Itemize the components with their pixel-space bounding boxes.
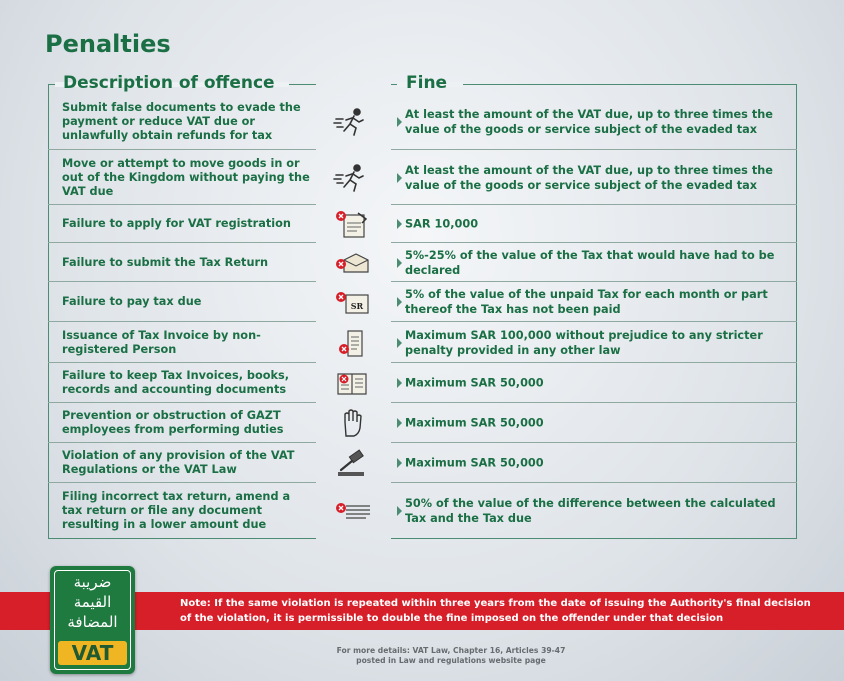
vat-logo [50, 566, 135, 674]
fine-text: At least the amount of the VAT due, up to three times the value of the goods or service subject of the evaded tax [405, 108, 773, 136]
row-arrow [397, 297, 402, 307]
offence-text: Prevention or obstruction of GAZT employees from performing duties [62, 409, 284, 436]
payment-card-icon [332, 287, 372, 317]
invoice-icon [332, 328, 372, 358]
fine-text: 5%-25% of the value of the Tax that would have had to be declared [405, 248, 775, 277]
note-text: Note: If the same violation is repeated within three years from the date of issuing the Authority's final decision of the violation, it is permissible to double the fine imposed on the offender under that decision [180, 598, 811, 624]
offence-text: Issuance of Tax Invoice by non-registered Person [62, 328, 261, 356]
penalty-row [48, 94, 797, 150]
vat-logo-text: VAT [58, 641, 127, 665]
running-person-icon [332, 107, 372, 137]
penalty-row [48, 443, 797, 483]
offence-column-header: Description of offence [63, 73, 275, 93]
penalty-row [48, 150, 797, 205]
penalty-row [48, 243, 797, 282]
offence-text: Failure to keep Tax Invoices, books, records and accounting documents [62, 369, 290, 396]
penalty-row [48, 322, 797, 363]
row-arrow [397, 458, 402, 468]
offence-text: Submit false documents to evade the payment or reduce VAT due or unlawfully obtain refunds for tax [62, 101, 301, 142]
fine-text: Maximum SAR 50,000 [405, 376, 544, 390]
book-icon [332, 368, 372, 398]
fine-text: 50% of the value of the difference between the calculated Tax and the Tax due [405, 497, 776, 525]
penalty-row [48, 363, 797, 403]
row-arrow [397, 258, 402, 268]
offence-text: Failure to pay tax due [62, 295, 202, 308]
row-arrow [397, 418, 402, 428]
gavel-icon [332, 448, 372, 478]
fine-text: Maximum SAR 100,000 without prejudice to any stricter penalty provided in any other law [405, 328, 763, 357]
tax-return-icon [332, 248, 372, 278]
offence-text: Move or attempt to move goods in or out of the Kingdom without paying the VAT due [62, 156, 310, 198]
penalty-row [48, 205, 797, 243]
row-arrow [397, 117, 402, 127]
fine-text: Maximum SAR 50,000 [405, 416, 544, 430]
row-arrow [397, 506, 402, 516]
fine-text: SAR 10,000 [405, 217, 479, 231]
fine-text: 5% of the value of the unpaid Tax for each month or part thereof the Tax has not been paid [405, 288, 768, 316]
registration-form-icon [332, 209, 372, 239]
row-arrow [397, 173, 402, 183]
penalty-row [48, 483, 797, 539]
vat-logo-arabic: ضريبة القيمة المضافة [67, 573, 118, 631]
running-person-icon [332, 163, 372, 193]
footer-details: For more details: VAT Law, Chapter 16, Articles 39-47 posted in Law and regulations website page [336, 646, 566, 665]
offence-text: Failure to submit the Tax Return [62, 255, 269, 269]
row-arrow [397, 219, 402, 229]
offence-text: Violation of any provision of the VAT Regulations or the VAT Law [62, 449, 295, 476]
hand-icon [332, 408, 372, 438]
row-arrow [397, 378, 402, 388]
offence-text: Filing incorrect tax return, amend a tax return or file any document resulting in a lower amount due [62, 490, 291, 531]
page-title: Penalties [45, 30, 171, 58]
penalty-row [48, 282, 797, 322]
fine-text: Maximum SAR 50,000 [405, 456, 544, 470]
penalty-row [48, 403, 797, 443]
offence-text: Failure to apply for VAT registration [62, 217, 291, 230]
svg-text:SR: SR [350, 301, 364, 311]
document-lines-icon [332, 496, 372, 526]
row-arrow [397, 338, 402, 348]
fine-column-header: Fine [406, 73, 448, 93]
fine-text: At least the amount of the VAT due, up to three times the value of the goods or service subject of the evaded tax [405, 163, 773, 192]
